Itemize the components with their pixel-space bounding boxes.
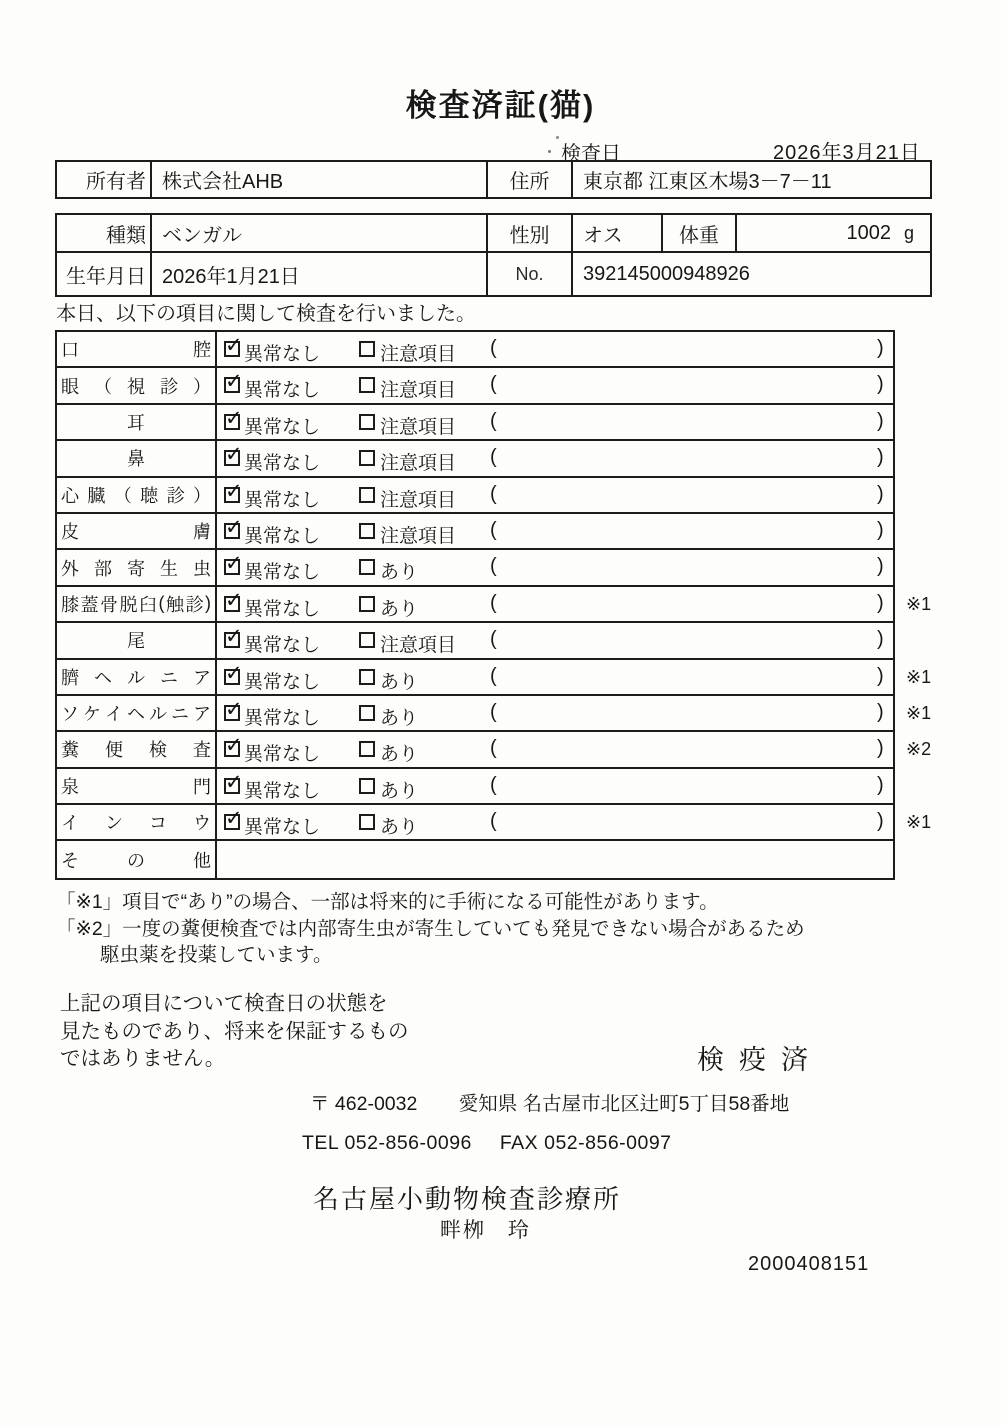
checklist-item-name: ソ ケ イ ヘ ル ニ ア [57, 696, 217, 730]
attention-label: あり [380, 707, 419, 729]
checklist-item-result [217, 514, 893, 548]
footnote-2-line2: 駆虫薬を投薬しています。 [100, 944, 333, 966]
disclaimer-line: 上記の項目について検査日の状態を [60, 992, 388, 1015]
checklist-item-name: 外 部 寄 生 虫 [57, 550, 217, 584]
normal-label: 異常なし [244, 344, 321, 365]
checklist-row [57, 805, 932, 841]
normal-checkbox [224, 770, 243, 794]
weight-label: 体重 [663, 215, 737, 251]
checklist-row [57, 587, 932, 623]
fax-number: FAX 052-856-0097 [499, 1132, 672, 1154]
intro-text: 本日、以下の項目に関して検査を行いました。 [56, 303, 476, 325]
normal-label: 異常なし [244, 598, 321, 620]
check-icon: ✓ [225, 370, 243, 394]
paren-open: ( [490, 737, 497, 760]
checklist-item-result [217, 550, 893, 584]
checklist-item-name: 心 臓 （ 聴 診 ） [57, 478, 217, 512]
checklist-row [57, 514, 893, 550]
normal-label: 異常なし [244, 817, 321, 839]
clinic-address-line [310, 1088, 789, 1116]
checklist-row [57, 478, 893, 514]
normal-label: 異常なし [244, 562, 321, 584]
paren-open: ( [490, 555, 497, 578]
checklist-row [57, 550, 893, 586]
normal-label: 異常なし [244, 380, 321, 402]
normal-label: 異常なし [244, 635, 321, 657]
check-icon: ✓ [225, 734, 243, 758]
paren-close: ) [877, 810, 884, 833]
birthdate-label: 生年月日 [57, 253, 152, 295]
checklist-row [57, 623, 893, 659]
normal-checkbox [224, 661, 243, 685]
paren-close: ) [877, 700, 884, 723]
paren-open: ( [490, 591, 497, 614]
check-icon: ✓ [225, 770, 243, 794]
checklist-item-result [217, 841, 893, 877]
paren-open: ( [490, 628, 497, 651]
checklist-row [57, 660, 932, 696]
clinic-address: 愛知県 名古屋市北区辻町5丁目58番地 [458, 1093, 790, 1115]
address-label: 住所 [488, 162, 573, 197]
attention-checkbox [359, 705, 375, 721]
check-icon: ✓ [225, 661, 243, 685]
no-label: No. [488, 253, 573, 295]
checklist-row [57, 841, 893, 877]
check-icon: ✓ [225, 807, 243, 831]
footnote-2-line1: 「※2」一度の糞便検査では内部寄生虫が寄生していても発見できない場合があるため [56, 918, 805, 940]
attention-checkbox [359, 414, 375, 430]
checklist-item-result [217, 587, 893, 621]
checklist-item-name: 臍 ヘ ル ニ ア [57, 660, 217, 694]
inspection-date-value: 2026年3月21日 [773, 142, 921, 164]
checklist-item-name: 鼻 [57, 441, 217, 475]
attention-checkbox [359, 596, 375, 612]
checklist-item-name: 皮 膚 [57, 514, 217, 548]
check-icon: ✓ [225, 334, 243, 357]
disclaimer-line: ではありません。 [60, 1047, 226, 1070]
paren-close: ) [877, 773, 884, 796]
check-icon: ✓ [225, 552, 243, 576]
paren-open: ( [490, 337, 497, 359]
checklist-row [57, 732, 932, 768]
checklist-item-name: 膝 蓋 骨 脱 臼 ( 触 診 ) [57, 587, 217, 621]
paren-open: ( [490, 446, 497, 469]
sex-value: オス [573, 215, 663, 251]
checklist-item-result [217, 732, 893, 766]
checklist-row [57, 405, 893, 441]
checklist-item-result [217, 368, 893, 402]
normal-checkbox [224, 734, 243, 758]
checklist-item-name: 糞 便 検 査 [57, 732, 217, 766]
checklist-item-result [217, 478, 893, 512]
paren-close: ) [877, 409, 884, 432]
attention-label: あり [380, 744, 419, 766]
paren-close: ) [877, 518, 884, 541]
checklist-row [57, 441, 893, 477]
attention-checkbox [359, 341, 375, 357]
attention-label: あり [380, 817, 419, 839]
footnote-ref: ※1 [906, 702, 932, 723]
checklist-item-result [217, 660, 893, 694]
paren-close: ) [877, 591, 884, 614]
paren-close: ) [877, 446, 884, 469]
paren-close: ) [877, 737, 884, 760]
normal-checkbox [224, 552, 243, 576]
no-value: 392145000948926 [583, 262, 750, 285]
checklist-item-name: イ ン コ ウ [57, 805, 217, 839]
paren-open: ( [490, 518, 497, 541]
checklist-item-result [217, 332, 893, 366]
document-title: 検査済証(猫) [405, 88, 596, 123]
paren-close: ) [877, 337, 884, 359]
checklist-item-name: 口 腔 [57, 332, 217, 366]
weight-unit: g [903, 222, 914, 243]
owner-label: 所有者 [57, 162, 152, 197]
paren-open: ( [490, 664, 497, 687]
paren-close: ) [877, 664, 884, 687]
scan-noise-dot [548, 150, 551, 153]
attention-label: 注意項目 [380, 635, 457, 657]
check-icon: ✓ [225, 479, 243, 503]
attention-checkbox [359, 523, 375, 539]
footnote-1: 「※1」項目で“あり”の場合、一部は将来的に手術になる可能性があります。 [56, 891, 719, 913]
checklist-item-result [217, 405, 893, 439]
paren-close: ) [877, 628, 884, 651]
checklist-item-name: 耳 [57, 405, 217, 439]
weight-value [737, 215, 930, 251]
serial-number: 2000408151 [748, 1253, 870, 1275]
checklist-item-result [217, 441, 893, 475]
attention-checkbox [359, 741, 375, 757]
footnote-ref: ※1 [906, 593, 932, 614]
normal-label: 異常なし [244, 416, 321, 438]
normal-label: 異常なし [244, 744, 321, 766]
attention-checkbox [359, 632, 375, 648]
attention-checkbox [359, 450, 375, 466]
paren-open: ( [490, 409, 497, 432]
checklist-item-name: 眼 （ 視 診 ） [57, 368, 217, 402]
postal-code: 〒 462-0032 [310, 1093, 418, 1115]
normal-checkbox [224, 697, 243, 721]
attention-label: あり [380, 780, 419, 802]
checklist-row [57, 696, 932, 732]
normal-checkbox [224, 588, 243, 612]
checklist-row [57, 368, 893, 404]
owner-table [55, 160, 932, 199]
footnote-ref: ※1 [906, 666, 932, 687]
attention-label: あり [380, 671, 419, 693]
check-icon: ✓ [225, 443, 243, 467]
normal-label: 異常なし [244, 453, 321, 475]
normal-checkbox [224, 406, 243, 430]
checklist-row [57, 769, 893, 805]
normal-checkbox [224, 443, 243, 467]
breed-value: ベンガル [152, 215, 488, 251]
breed-label: 種類 [57, 215, 152, 251]
paren-open: ( [490, 773, 497, 796]
address-value: 東京都 江東区木場3－7－11 [583, 171, 832, 193]
checklist-item-name: そ の 他 [57, 841, 217, 877]
inspection-date-label: 検査日 [561, 143, 621, 165]
owner-value: 株式会社AHB [152, 162, 488, 197]
attention-label: 注意項目 [380, 344, 457, 365]
quarantine-passed-stamp: 検疫済 [697, 1045, 823, 1075]
check-icon: ✓ [225, 406, 243, 430]
normal-checkbox [224, 625, 243, 649]
normal-label: 異常なし [244, 489, 321, 511]
attention-label: 注意項目 [380, 453, 457, 475]
paren-close: ) [877, 373, 884, 396]
normal-label: 異常なし [244, 780, 321, 802]
attention-checkbox [359, 669, 375, 685]
checklist-item-result [217, 623, 893, 657]
attention-checkbox [359, 559, 375, 575]
normal-checkbox [224, 370, 243, 394]
birthdate-value: 2026年1月21日 [152, 253, 488, 295]
clinic-name: 名古屋小動物検査診療所 [313, 1184, 622, 1214]
attention-label: 注意項目 [380, 525, 457, 547]
normal-label: 異常なし [244, 671, 321, 693]
clinic-contact-line [302, 1132, 672, 1155]
attention-label: 注意項目 [380, 489, 457, 511]
paren-open: ( [490, 373, 497, 396]
attention-label: あり [380, 562, 419, 584]
checklist-item-name: 泉 門 [57, 769, 217, 803]
scan-noise-dot [556, 136, 559, 139]
checklist-item-name: 尾 [57, 623, 217, 657]
attention-label: 注意項目 [380, 380, 457, 402]
attention-checkbox [359, 778, 375, 794]
animal-table [55, 213, 932, 297]
normal-checkbox [224, 479, 243, 503]
check-icon: ✓ [225, 515, 243, 539]
check-icon: ✓ [225, 697, 243, 721]
normal-checkbox [224, 807, 243, 831]
checklist-item-result [217, 769, 893, 803]
paren-close: ) [877, 555, 884, 578]
checklist-item-result [217, 805, 893, 839]
paren-open: ( [490, 482, 497, 505]
checklist-row [57, 332, 893, 368]
normal-label: 異常なし [244, 707, 321, 729]
footnote-ref: ※1 [906, 812, 932, 833]
normal-checkbox [224, 515, 243, 539]
check-icon: ✓ [225, 625, 243, 649]
footnote-ref: ※2 [906, 739, 932, 760]
sex-label: 性別 [488, 215, 573, 251]
attention-label: 注意項目 [380, 416, 457, 438]
normal-label: 異常なし [244, 525, 321, 547]
normal-checkbox [224, 334, 243, 357]
tel-number: TEL 052-856-0096 [302, 1132, 472, 1154]
paren-close: ) [877, 482, 884, 505]
checklist-item-result [217, 696, 893, 730]
paren-open: ( [490, 810, 497, 833]
disclaimer-text [60, 990, 409, 1073]
attention-checkbox [359, 377, 375, 393]
check-icon: ✓ [225, 588, 243, 612]
paren-open: ( [490, 700, 497, 723]
veterinarian-name: 畔栁 玲 [440, 1219, 531, 1242]
weight-number: 1002 [846, 221, 891, 244]
attention-checkbox [359, 487, 375, 503]
attention-label: あり [380, 598, 419, 620]
attention-checkbox [359, 814, 375, 830]
examination-checklist-table [55, 330, 932, 880]
disclaimer-line: 見たものであり、将来を保証するもの [60, 1019, 409, 1043]
